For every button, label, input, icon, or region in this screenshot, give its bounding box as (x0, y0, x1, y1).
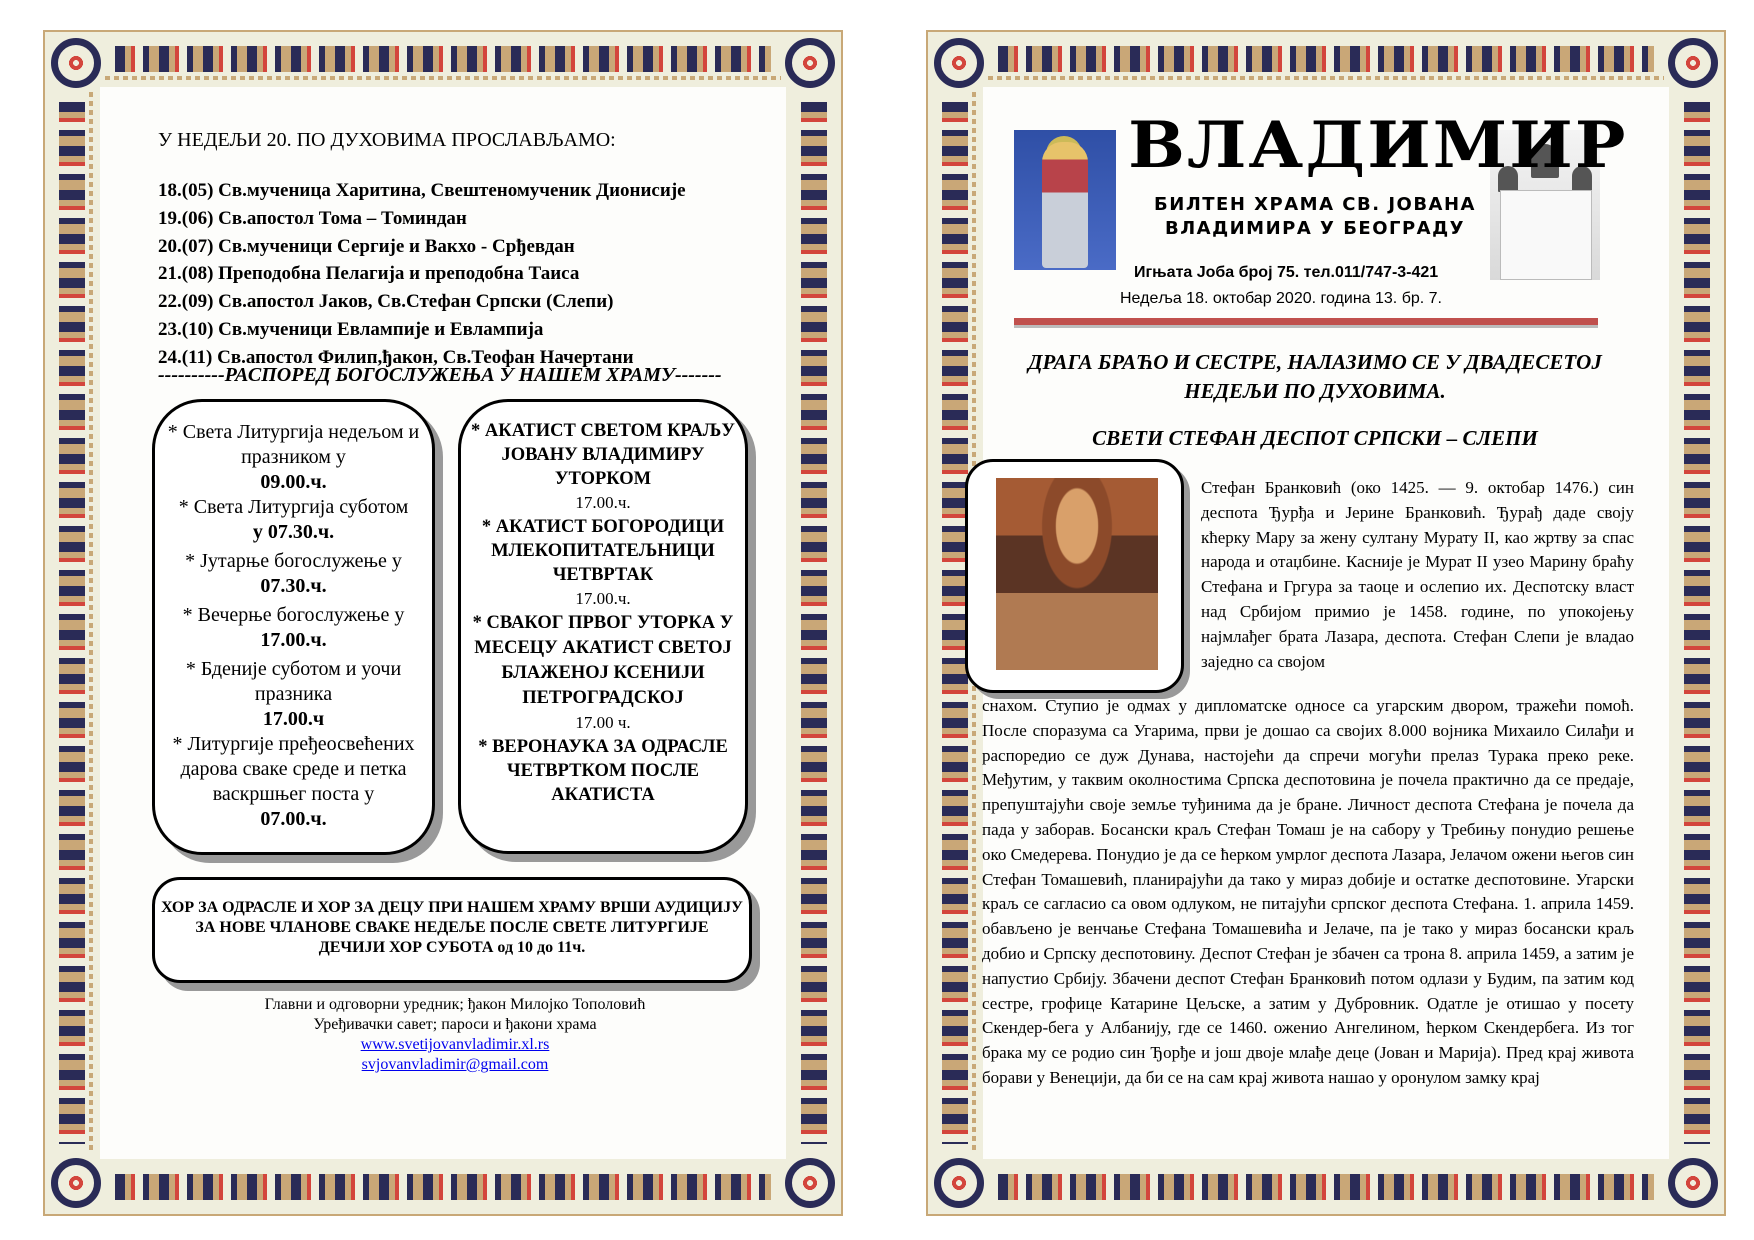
page-content (100, 87, 786, 1159)
email-link[interactable]: svjovanvladimir@gmail.com (361, 1056, 549, 1073)
saint-stefan-fresco (996, 478, 1158, 670)
schedule-entry-text: * Литургије пређеосвећених дарова сваке среде и петка васкршњег поста у (172, 733, 415, 805)
schedule-entry-time: 07.00.ч. (260, 808, 327, 830)
article-paragraph: снахом. Ступио је одмах у дипломатске односе са угарским двором, тражећи помоћ. После споразума са Угарима, први је дошао са својих 8.000 војника Михаило Силађи и распоредио се дуж Дунава, настојећи да спречи могући прелаз Турака преко реке. Међутим, у таквим околностима Српска деспотовина је почела практично да се предаје, препуштајући своје земље туђинима да је бране. Личност деспота Стефана је почела да пада у заборав. Босански краљ Стефан Томаш је на сабору у Требињу понудио решење око Смедерева. Понудио је да се ћерком умрлог деспота Лазара, Јелачом ожени његов син Стефан Томашевић, планирајући да тако у мираз добије и остатке деспотовине. Угарски краљ се сагласио са овом одлуком, не питајући српског деспота Стефана. 1. априла 1459. обављено је венчање Стефана Томашевића и Јелаче, па је тако у мираз босански краљ добио и Српску деспотовину. Деспот Стефан је збачен са трона 8. априла 1459, а затим је напустио Србију. Збачени деспот Стефан Бранковић потом одлази у Будим, па затим код сестре, грофице Катарине Цељске, а затим у Дубровник. Одатле је отишао у посету Скендер-бега у Албанију, где се 1460. оженио Ангелином, ћерком Скендербега. Из тог брака му се родио син Ђорђе и још двоје млађе деце (Јован и Марија). Пред крај живота борави у Венецији, да би се на сам крај живота нашао у оронулом замку крај (982, 696, 1634, 1087)
saint-photo-frame (965, 459, 1184, 693)
ornamental-border-right (1684, 102, 1710, 1144)
feast-item: 22.(09) Св.апостол Јаков, Св.Стефан Српски (Слепи) (158, 291, 614, 313)
feast-item: 19.(06) Св.апостол Тома – Томиндан (158, 207, 467, 229)
feasts-heading: У НЕДЕЉИ 20. ПО ДУХОВИМА ПРОСЛАВЉАМО: (158, 129, 616, 151)
ornamental-border-right (801, 102, 827, 1144)
schedule-entry-time: 09.00.ч. (260, 471, 327, 493)
schedule-entry-time: 07.30.ч. (260, 575, 327, 597)
website-link[interactable]: www.svetijovanvladimir.xl.rs (360, 1036, 550, 1053)
schedule-entry-text: * АКАТИСТ БОГОРОДИЦИ МЛЕКОПИТАТЕЉНИЦИ ЧЕТВРТАК (481, 517, 725, 585)
schedule-entry-time: 17.00 ч. (575, 713, 631, 732)
corner-rosette-icon (934, 1158, 984, 1208)
schedule-entry-time: 17.00.ч. (260, 629, 327, 651)
schedule-entry-time: 17.00.ч (262, 708, 325, 730)
schedule-entry-time: 17.00.ч. (575, 493, 631, 512)
corner-rosette-icon (1668, 38, 1718, 88)
feast-item: 21.(08) Преподобна Пелагија и преподобна Таиса (158, 263, 580, 285)
corner-rosette-icon (785, 1158, 835, 1208)
corner-rosette-icon (1668, 1158, 1718, 1208)
header-rule (1014, 318, 1598, 325)
ornamental-border-top (998, 46, 1654, 72)
feast-item: 24.(11) Св.апостол Филип,ђакон, Св.Теофан Начертани (158, 346, 634, 368)
schedule-entry-text: * Вечерње богослужење у (182, 604, 405, 626)
article-title: СВЕТИ СТЕФАН ДЕСПОТ СРПСКИ – СЛЕПИ (1092, 426, 1538, 450)
feast-item: 23.(10) Св.мученици Евлампије и Евлампија (158, 318, 544, 340)
schedule-title: ----------РАСПОРЕД БОГОСЛУЖЕЊА У НАШЕМ ХРАМУ------- (158, 364, 722, 386)
schedule-entry-time: у 07.30.ч. (252, 521, 335, 543)
bulletin-title: ВЛАДИМИР (1128, 108, 1628, 183)
editor-credit: Главни и одговорни уредник; ђакон Милојко Тополовић (264, 996, 646, 1013)
corner-rosette-icon (785, 38, 835, 88)
choir-notice-box (152, 877, 752, 983)
editorial-board: Уређивачки савет; пароси и ђакони храма (313, 1016, 597, 1033)
ornamental-border-bottom (115, 1174, 771, 1200)
choir-notice-text: ХОР ЗА ОДРАСЛЕ И ХОР ЗА ДЕЦУ ПРИ НАШЕМ ХРАМУ ВРШИ АУДИЦИЈУ ЗА НОВЕ ЧЛАНОВЕ СВАКЕ НЕДЕЉЕ ПОСЛЕ СВЕТЕ ЛИТУРГИЈЕ (161, 899, 743, 936)
ornamental-border-left (59, 102, 85, 1144)
akathist-schedule-box (458, 399, 748, 854)
schedule-entry-text: * Света Литургија недељом и празником у (167, 421, 420, 468)
border-dotline (89, 92, 93, 1154)
saint-figure (1042, 142, 1088, 268)
schedule-entry-text: * АКАТИСТ СВЕТОМ КРАЉУ ЈОВАНУ ВЛАДИМИРУ УТОРКОМ (471, 421, 735, 489)
schedule-entry-text: * Света Литургија суботом (178, 496, 409, 518)
schedule-entry-text: * Јутарње богослужење у (185, 550, 402, 572)
church-address: Игњата Јоба број 75. тел.011/747-3-421 (1134, 264, 1439, 281)
border-dotline (988, 76, 1664, 80)
choir-children-text: ДЕЧИЈИ ХОР СУБОТА од 10 до 11ч. (318, 939, 586, 956)
corner-rosette-icon (51, 38, 101, 88)
ornamental-border-top (115, 46, 771, 72)
church-body (1500, 190, 1592, 280)
credits-footer (155, 995, 755, 1075)
schedule-entry-text: * ВЕРОНАУКА ЗА ОДРАСЛЕ ЧЕТВРТКОМ ПОСЛЕ АКАТИСТА (478, 737, 728, 805)
schedule-entry-text: * Бденије суботом и уочи празника (185, 658, 402, 705)
subtitle-line: БИЛТЕН ХРАМА СВ. ЈОВАНА (1154, 194, 1476, 215)
corner-rosette-icon (51, 1158, 101, 1208)
subtitle-line: ВЛАДИМИРА У БЕОГРАДУ (1164, 218, 1466, 239)
service-schedule-box (152, 399, 435, 855)
border-dotline (105, 76, 781, 80)
article-paragraph: Стефан Бранковић (око 1425. — 9. октобар 1476.) син деспота Ђурђа и Јерине Бранковић. Ђурађ даде своју кћерку Мару за жену султану Мурату II, као жртву за спас народа и отаџбине. Касније је Мурат II узео Марину браћу Стефана и Гргура за таоце и ослепио их. Деспотску власт над Србијом примио је 1458. године, по упокојењу најмлађег брата Лазара, деспота. Стефан Слепи је владао заједно са својом (1201, 478, 1634, 671)
schedule-entry-text: * СВАКОГ ПРВОГ УТОРКА У МЕСЕЦУ АКАТИСТ СВЕТОЈ БЛАЖЕНОЈ КСЕНИЈИ ПЕТРОГРАДСКОЈ (472, 613, 734, 708)
issue-date: Недеља 18. октобар 2020. година 13. бр. 7. (1120, 290, 1442, 307)
bulletin-subtitle (1145, 193, 1485, 241)
ornamental-border-bottom (998, 1174, 1654, 1200)
schedule-entry-time: 17.00.ч. (575, 589, 631, 608)
saint-icon-image (1014, 130, 1116, 270)
corner-rosette-icon (934, 38, 984, 88)
feast-item: 20.(07) Св.мученици Сергије и Вакхо - Срђевдан (158, 235, 575, 257)
feast-list (158, 177, 686, 372)
feast-item: 18.(05) Св.мученица Харитина, Свештеномученик Дионисије (158, 180, 686, 201)
greeting-text: ДРАГА БРАЋО И СЕСТРЕ, НАЛАЗИМО СЕ У ДВАДЕСЕТОЈ НЕДЕЉИ ПО ДУХОВИМА. (1028, 350, 1602, 403)
bulletin-back-page (43, 30, 843, 1216)
